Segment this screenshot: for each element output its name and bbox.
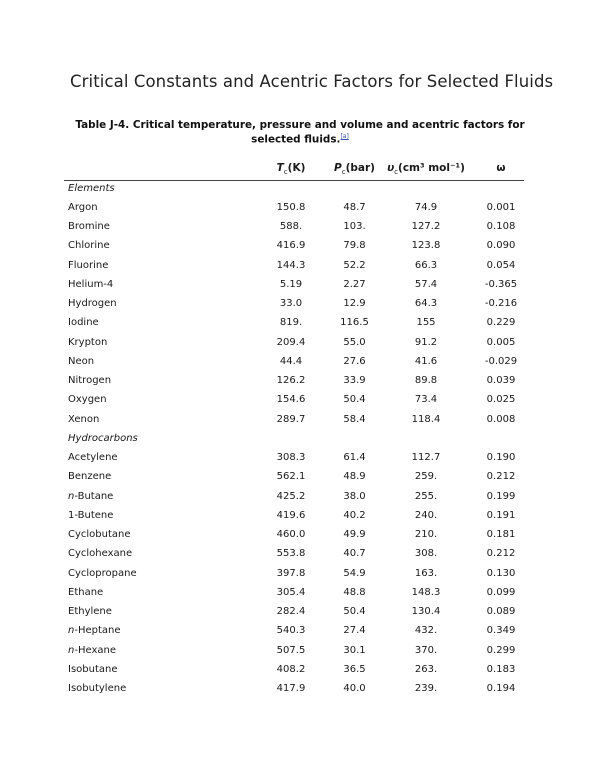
table-row xyxy=(0,544,600,563)
critical-volume-cell: 239. xyxy=(414,683,438,694)
critical-temperature-cell: 553.8 xyxy=(276,548,306,560)
critical-volume-cell: 41.6 xyxy=(414,355,438,367)
acentric-factor-cell: 0.199 xyxy=(486,490,516,502)
critical-temperature-cell: 289.7 xyxy=(276,413,306,425)
acentric-factor-cell: 0.183 xyxy=(486,663,516,675)
critical-pressure-cell: 61.4 xyxy=(343,452,366,463)
critical-pressure-cell: 48.9 xyxy=(343,471,366,483)
critical-temperature-cell: 150.8 xyxy=(276,201,306,213)
table-row xyxy=(0,621,600,640)
acentric-factor-cell: 0.299 xyxy=(486,644,516,656)
fluid-name xyxy=(68,294,117,313)
fluid-name-text: Fluorine xyxy=(68,259,109,271)
critical-temperature-cell: 44.4 xyxy=(279,355,303,367)
fluid-name-text: Neon xyxy=(68,355,95,367)
critical-volume-cell: 123.8 xyxy=(411,240,441,252)
critical-temperature-cell: 5.19 xyxy=(279,278,303,290)
acentric-factor-cell: 0.194 xyxy=(486,683,516,694)
category-row xyxy=(0,179,600,198)
critical-volume-cell: 163. xyxy=(414,567,438,579)
fluid-name-text: Isobutylene xyxy=(68,683,127,694)
acentric-factor-cell: 0.090 xyxy=(486,240,516,252)
critical-temperature-cell: 154.6 xyxy=(276,394,306,406)
fluid-name xyxy=(68,564,137,583)
table-row xyxy=(0,487,600,506)
fluid-name-text: 1-Butene xyxy=(68,509,114,521)
acentric-factor-cell: 0.190 xyxy=(486,452,516,463)
critical-temperature-cell: 126.2 xyxy=(276,375,306,386)
table-row xyxy=(0,275,600,294)
caption-footnote-link[interactable]: [a] xyxy=(340,133,349,140)
acentric-factor-cell: 0.191 xyxy=(486,509,516,521)
critical-temperature-cell: 425.2 xyxy=(276,490,306,502)
category-row xyxy=(0,429,600,448)
fluid-name-text: Benzene xyxy=(68,471,112,483)
fluid-name-prefix: n xyxy=(68,644,75,656)
critical-pressure-cell: 58.4 xyxy=(343,413,366,425)
critical-volume-cell: 66.3 xyxy=(414,259,438,271)
critical-temperature-cell: 819. xyxy=(279,317,303,329)
fluid-name xyxy=(68,487,113,506)
critical-pressure-cell: 40.0 xyxy=(343,683,366,694)
critical-pressure-cell: 48.7 xyxy=(343,201,366,213)
acentric-factor-cell: -0.365 xyxy=(484,278,518,290)
critical-temperature-cell: 33.0 xyxy=(279,298,303,309)
fluid-name xyxy=(68,583,103,602)
fluid-name xyxy=(68,410,99,429)
fluid-name-prefix: n xyxy=(68,625,75,637)
fluid-name-text: Xenon xyxy=(68,413,100,425)
fluid-name xyxy=(68,217,110,236)
critical-temperature-cell: 562.1 xyxy=(276,471,306,483)
critical-volume-cell: 210. xyxy=(414,529,438,540)
critical-temperature-cell: 588. xyxy=(279,221,303,232)
fluid-name xyxy=(68,256,108,275)
acentric-factor-cell: -0.216 xyxy=(484,298,518,309)
fluid-name-text: Oxygen xyxy=(68,394,107,406)
critical-temperature-cell: 305.4 xyxy=(276,586,306,598)
critical-volume-cell: 73.4 xyxy=(414,394,438,406)
table-row xyxy=(0,525,600,544)
fluid-name xyxy=(68,352,94,371)
fluid-name-text: Ethane xyxy=(68,586,104,598)
table-row xyxy=(0,467,600,486)
header-critical-temperature: $T_c(K)$ xyxy=(276,162,306,177)
fluid-name xyxy=(68,275,113,294)
acentric-factor-cell: 0.005 xyxy=(486,336,516,348)
table-row xyxy=(0,564,600,583)
table-row xyxy=(0,583,600,602)
fluid-name xyxy=(68,641,116,660)
fluid-name xyxy=(68,390,107,409)
fluid-name xyxy=(68,621,121,640)
critical-volume-cell: 127.2 xyxy=(411,221,441,232)
critical-volume-cell: 74.9 xyxy=(414,201,438,213)
acentric-factor-cell: 0.349 xyxy=(486,625,516,637)
critical-volume-cell: 370. xyxy=(414,644,438,656)
critical-volume-cell: 259. xyxy=(414,471,438,483)
fluid-name-text: Argon xyxy=(68,201,98,213)
table-row xyxy=(0,371,600,390)
header-acentric-factor: ω xyxy=(496,162,506,174)
table-row xyxy=(0,390,600,409)
critical-volume-cell: 118.4 xyxy=(411,413,441,425)
critical-temperature-cell: 417.9 xyxy=(276,683,306,694)
critical-volume-cell: 432. xyxy=(414,625,438,637)
acentric-factor-cell: 0.181 xyxy=(486,529,516,540)
critical-pressure-cell: 38.0 xyxy=(343,490,366,502)
table-row xyxy=(0,410,600,429)
category-label: Hydrocarbons xyxy=(68,432,138,444)
header-critical-volume: $\upsilon_c(cm^3$ mol⁻¹) xyxy=(387,162,465,177)
table-row xyxy=(0,448,600,467)
critical-volume-cell: 91.2 xyxy=(414,336,438,348)
fluid-name xyxy=(68,448,118,467)
critical-volume-cell: 89.8 xyxy=(414,375,438,386)
critical-temperature-cell: 460.0 xyxy=(276,529,306,540)
critical-pressure-cell: 55.0 xyxy=(343,336,366,348)
table-row xyxy=(0,256,600,275)
table-row xyxy=(0,333,600,352)
fluid-name-text: Hydrogen xyxy=(68,298,117,309)
table-caption-text: Table J-4. Critical temperature, pressure and volume and acentric factors for selected fluids. xyxy=(75,119,525,146)
critical-temperature-cell: 419.6 xyxy=(276,509,306,521)
acentric-factor-cell: 0.001 xyxy=(486,201,516,213)
critical-temperature-cell: 397.8 xyxy=(276,567,306,579)
critical-pressure-cell: 52.2 xyxy=(343,259,366,271)
critical-volume-cell: 64.3 xyxy=(414,298,438,309)
table-row xyxy=(0,198,600,217)
table-row xyxy=(0,313,600,332)
fluid-name-text: Acetylene xyxy=(68,452,118,463)
critical-pressure-cell: 36.5 xyxy=(343,663,366,675)
table-row xyxy=(0,217,600,236)
critical-pressure-cell: 27.4 xyxy=(343,625,366,637)
fluid-name xyxy=(68,679,126,698)
fluid-name xyxy=(68,333,107,352)
critical-temperature-cell: 540.3 xyxy=(276,625,306,637)
critical-volume-cell: 240. xyxy=(414,509,438,521)
fluid-name-prefix: n xyxy=(68,490,75,502)
critical-temperature-cell: 416.9 xyxy=(276,240,306,252)
fluid-name-text: Krypton xyxy=(68,336,108,348)
critical-pressure-cell: 30.1 xyxy=(343,644,366,656)
acentric-factor-cell: 0.212 xyxy=(486,548,516,560)
table-row xyxy=(0,506,600,525)
fluid-name xyxy=(68,525,131,544)
fluid-name-text: -Hexane xyxy=(74,644,116,656)
fluid-name-text: Iodine xyxy=(68,317,99,329)
fluid-name xyxy=(68,198,98,217)
fluid-name xyxy=(68,467,111,486)
critical-pressure-cell: 48.8 xyxy=(343,586,366,598)
table-row xyxy=(0,294,600,313)
fluid-name xyxy=(68,236,110,255)
critical-pressure-cell: 33.9 xyxy=(343,375,366,386)
fluid-name-text: -Butane xyxy=(74,490,114,502)
fluid-name xyxy=(68,506,113,525)
fluid-name-text: Ethylene xyxy=(68,606,112,617)
table-caption xyxy=(70,119,530,145)
acentric-factor-cell: 0.025 xyxy=(486,394,516,406)
fluid-name xyxy=(68,313,99,332)
table-row xyxy=(0,352,600,371)
critical-volume-cell: 148.3 xyxy=(411,586,441,598)
fluid-name-text: Isobutane xyxy=(68,663,118,675)
critical-volume-cell: 255. xyxy=(414,490,438,502)
table-row xyxy=(0,236,600,255)
acentric-factor-cell: 0.099 xyxy=(486,586,516,598)
critical-volume-cell: 57.4 xyxy=(414,278,438,290)
acentric-factor-cell: 0.039 xyxy=(486,375,516,386)
table-row xyxy=(0,660,600,679)
critical-pressure-cell: 27.6 xyxy=(343,355,366,367)
fluid-name-text: Cyclobutane xyxy=(68,529,131,540)
critical-pressure-cell: 50.4 xyxy=(343,394,366,406)
acentric-factor-cell: -0.029 xyxy=(484,355,518,367)
critical-pressure-cell: 40.7 xyxy=(343,548,366,560)
fluid-name-text: Cyclohexane xyxy=(68,548,133,560)
table-row xyxy=(0,641,600,660)
critical-pressure-cell: 40.2 xyxy=(343,509,366,521)
fluid-name-text: Nitrogen xyxy=(68,375,112,386)
fluid-name xyxy=(68,602,112,621)
critical-temperature-cell: 209.4 xyxy=(276,336,306,348)
fluid-name xyxy=(68,371,111,390)
critical-pressure-cell: 54.9 xyxy=(343,567,366,579)
critical-pressure-cell: 49.9 xyxy=(343,529,366,540)
fluid-name-text: Chlorine xyxy=(68,240,110,252)
acentric-factor-cell: 0.008 xyxy=(486,413,516,425)
critical-volume-cell: 308. xyxy=(414,548,438,560)
category-label: Elements xyxy=(68,182,115,194)
critical-pressure-cell: 79.8 xyxy=(343,240,366,252)
acentric-factor-cell: 0.054 xyxy=(486,259,516,271)
page-title: Critical Constants and Acentric Factors for Selected Fluids xyxy=(70,72,554,91)
fluid-name-text: Helium-4 xyxy=(68,278,114,290)
fluid-name-text: Cyclopropane xyxy=(68,567,137,579)
critical-pressure-cell: 116.5 xyxy=(340,317,369,329)
header-critical-pressure: $P_c(bar)$ xyxy=(334,162,375,177)
table-row xyxy=(0,602,600,621)
table-row xyxy=(0,679,600,698)
critical-pressure-cell: 50.4 xyxy=(343,606,366,617)
critical-temperature-cell: 144.3 xyxy=(276,259,306,271)
acentric-factor-cell: 0.089 xyxy=(486,606,516,617)
critical-pressure-cell: 103. xyxy=(343,221,366,232)
critical-temperature-cell: 408.2 xyxy=(276,663,306,675)
fluid-name-text: Bromine xyxy=(68,221,110,232)
acentric-factor-cell: 0.229 xyxy=(486,317,516,329)
fluid-name-text: -Heptane xyxy=(74,625,121,637)
acentric-factor-cell: 0.108 xyxy=(486,221,516,232)
acentric-factor-cell: 0.212 xyxy=(486,471,516,483)
fluid-name xyxy=(68,544,132,563)
critical-temperature-cell: 282.4 xyxy=(276,606,306,617)
critical-volume-cell: 155 xyxy=(416,317,436,329)
critical-temperature-cell: 308.3 xyxy=(276,452,306,463)
critical-volume-cell: 263. xyxy=(414,663,438,675)
critical-temperature-cell: 507.5 xyxy=(276,644,306,656)
acentric-factor-cell: 0.130 xyxy=(486,567,516,579)
critical-volume-cell: 112.7 xyxy=(411,452,441,463)
critical-pressure-cell: 2.27 xyxy=(343,278,366,290)
fluid-name xyxy=(68,660,118,679)
critical-volume-cell: 130.4 xyxy=(411,606,441,617)
critical-pressure-cell: 12.9 xyxy=(343,298,366,309)
